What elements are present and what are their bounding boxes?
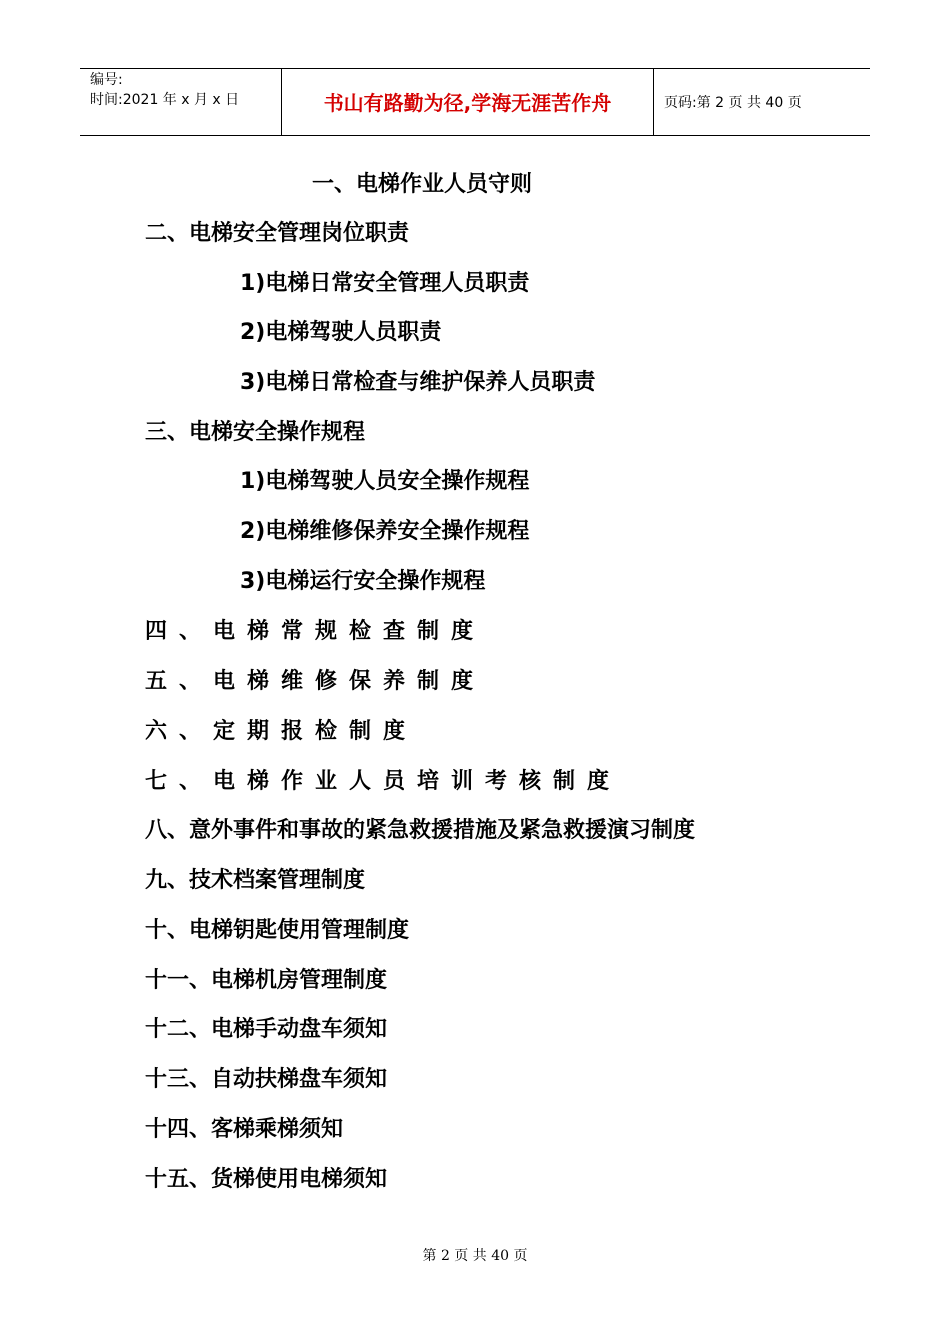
toc-item: 十五、货梯使用电梯须知	[145, 1167, 388, 1192]
header-left-cell	[80, 69, 282, 135]
toc-item: 六、定期报检制度	[145, 719, 418, 744]
header-right-cell	[654, 69, 870, 135]
page-footer: 第 2 页 共 40 页	[422, 1248, 528, 1264]
toc-item: 十四、客梯乘梯须知	[145, 1117, 344, 1142]
toc-subitem: 3)电梯日常检查与维护保养人员职责	[240, 370, 596, 395]
toc-subitem: 1)电梯驾驶人员安全操作规程	[240, 469, 530, 494]
number-label: 编号:	[90, 72, 123, 88]
toc-title: 一、电梯作业人员守则	[312, 172, 533, 197]
toc-item: 四、电梯常规检查制度	[145, 619, 486, 644]
toc-subitem: 1)电梯日常安全管理人员职责	[240, 271, 530, 296]
toc-subitem: 2)电梯维修保养安全操作规程	[240, 519, 530, 544]
toc-subitem: 2)电梯驾驶人员职责	[240, 320, 442, 345]
toc-item: 八、意外事件和事故的紧急救援措施及紧急救援演习制度	[145, 818, 696, 843]
toc-item: 七、电梯作业人员培训考核制度	[145, 769, 622, 794]
toc-item: 九、技术档案管理制度	[145, 868, 366, 893]
toc-item: 十三、自动扶梯盘车须知	[145, 1067, 388, 1092]
motto: 书山有路勤为径,学海无涯苦作舟	[323, 91, 612, 115]
toc-item: 十一、电梯机房管理制度	[145, 968, 388, 993]
date-label: 时间:2021 年 x 月 x 日	[90, 92, 240, 108]
toc-subitem: 3)电梯运行安全操作规程	[240, 569, 486, 594]
toc-item: 二、电梯安全管理岗位职责	[145, 221, 410, 246]
toc-item: 五、电梯维修保养制度	[145, 669, 486, 694]
toc-item: 十二、电梯手动盘车须知	[145, 1017, 388, 1042]
header-middle-cell	[282, 69, 654, 135]
toc-item: 十、电梯钥匙使用管理制度	[145, 918, 410, 943]
header-page-info: 页码:第 2 页 共 40 页	[664, 95, 802, 111]
toc-item: 三、电梯安全操作规程	[145, 420, 366, 445]
header-table	[80, 68, 870, 136]
